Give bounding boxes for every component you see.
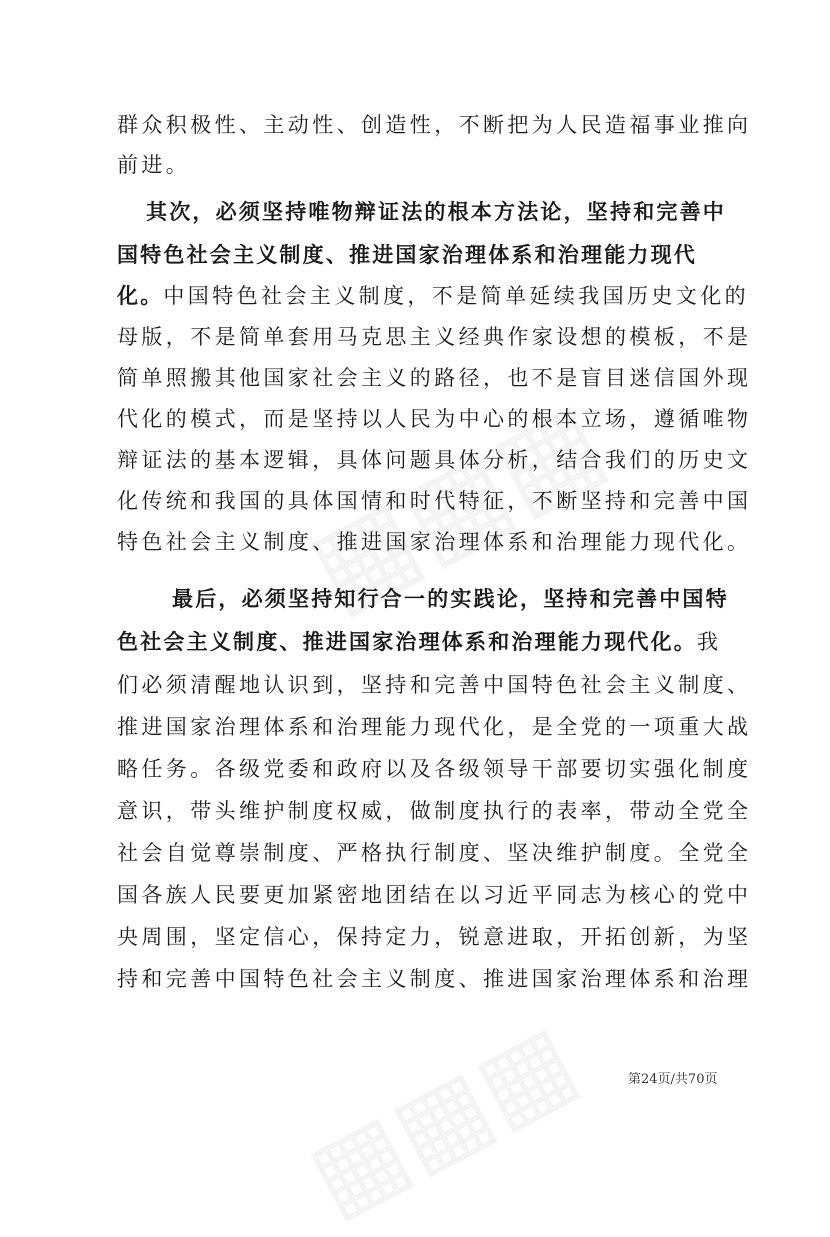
text-line bbox=[117, 486, 752, 516]
text-segment: 央周围，坚定信心，保持定力，锐意进取，开拓创新，为坚 bbox=[117, 925, 752, 949]
bold-text-segment: 其次，必须坚持唯物辩证法的根本方法论，坚持和完善中 bbox=[146, 199, 726, 224]
text-segment: 前进。 bbox=[117, 153, 191, 177]
text-segment: 推进国家治理体系和治理能力现代化，是全党的一项重大战 bbox=[117, 715, 752, 739]
text-line bbox=[117, 754, 752, 784]
text-segment: 代化的模式，而是坚持以人民为中心的根本立场，遵循唯物 bbox=[117, 407, 752, 431]
text-segment: 国各族人民要更加紧密地团结在以习近平同志为核心的党中 bbox=[117, 883, 752, 907]
text-line bbox=[117, 322, 752, 352]
text-line bbox=[117, 922, 752, 952]
bold-text-segment: 化。 bbox=[117, 283, 164, 308]
text-segment: 母版，不是简单套用马克思主义经典作家设想的模板，不是 bbox=[117, 325, 752, 349]
text-line bbox=[117, 281, 750, 311]
text-line bbox=[117, 838, 752, 868]
text-line bbox=[117, 670, 752, 700]
text-segment: 社会自觉尊崇制度、严格执行制度、坚决维护制度。全党全 bbox=[117, 841, 752, 865]
text-line bbox=[117, 240, 717, 270]
text-segment: 辩证法的基本逻辑，具体问题具体分析，结合我们的历史文 bbox=[117, 448, 752, 472]
text-segment: 略任务。各级党委和政府以及各级领导干部要切实强化制度 bbox=[117, 757, 752, 781]
text-segment: 群众积极性、主动性、创造性，不断把为人民造福事业推向 bbox=[117, 113, 752, 137]
page-footer: 第24页/共70页 bbox=[628, 1072, 718, 1087]
text-segment: 们必须清醒地认识到，坚持和完善中国特色社会主义制度、 bbox=[117, 673, 752, 697]
text-line bbox=[117, 445, 752, 475]
bold-text-segment: 最后，必须坚持知行合一的实践论，坚持和完善中国特 bbox=[172, 586, 729, 611]
text-segment: 简单照搬其他国家社会主义的路径，也不是盲目迷信国外现 bbox=[117, 366, 752, 390]
text-segment: 我 bbox=[697, 630, 722, 654]
text-line bbox=[117, 404, 752, 434]
text-line bbox=[117, 527, 752, 557]
text-line bbox=[117, 110, 752, 140]
text-line bbox=[117, 796, 752, 826]
text-line bbox=[172, 584, 772, 614]
text-line bbox=[146, 197, 746, 227]
text-line bbox=[117, 964, 752, 994]
text-line bbox=[117, 150, 717, 180]
text-line bbox=[117, 712, 752, 742]
text-segment: 化传统和我国的具体国情和时代特征，不断坚持和完善中国 bbox=[117, 489, 752, 513]
text-segment: 持和完善中国特色社会主义制度、推进国家治理体系和治理 bbox=[117, 967, 752, 991]
text-line bbox=[117, 880, 752, 910]
text-segment: 特色社会主义制度、推进国家治理体系和治理能力现代化。 bbox=[117, 530, 752, 554]
bold-text-segment: 国特色社会主义制度、推进国家治理体系和治理能力现代 bbox=[117, 242, 697, 267]
text-segment: 中国特色社会主义制度，不是简单延续我国历史文化的 bbox=[163, 284, 750, 308]
text-segment: 意识，带头维护制度权威，做制度执行的表率，带动全党全 bbox=[117, 799, 752, 823]
text-line bbox=[117, 627, 722, 657]
watermark-mark-2 bbox=[289, 1000, 594, 1236]
bold-text-segment: 色社会主义制度、推进国家治理体系和治理能力现代化。 bbox=[117, 629, 697, 654]
text-line bbox=[117, 363, 752, 393]
